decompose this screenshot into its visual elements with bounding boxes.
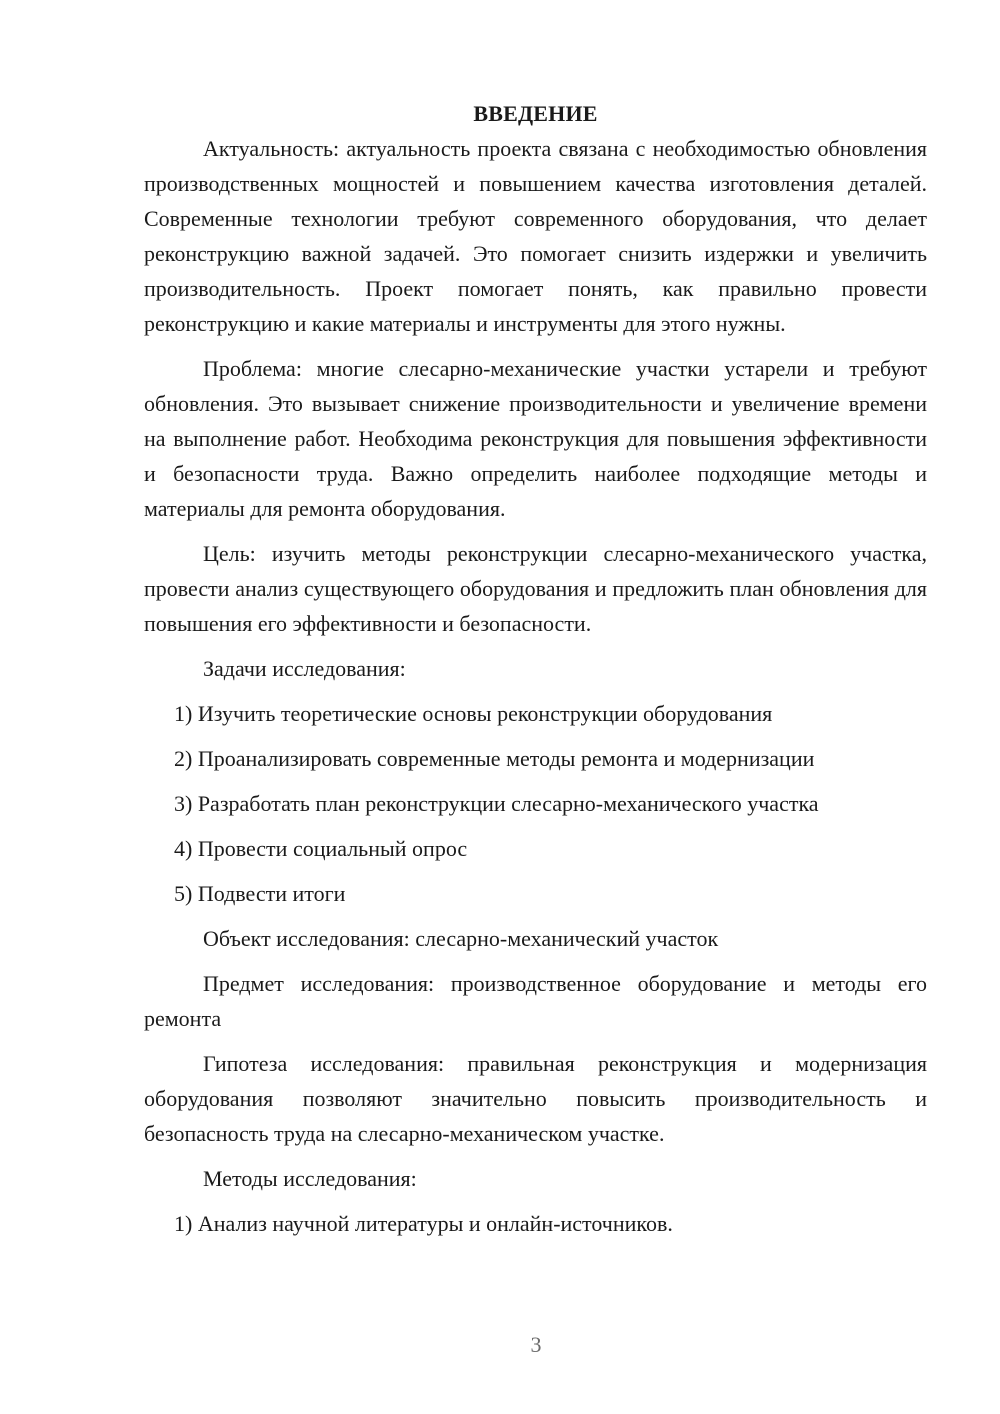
paragraph-relevance: Актуальность: актуальность проекта связана с необходимостью обновления производственных мощностей и повышением качества изготовления деталей. Современные технологии требуют современного оборудования, что делает реконструкцию важной задачей. Это помогает снизить издержки и увеличить производительность. Проект помогает понять, как правильно провести реконструкцию и какие материалы и инструменты для этого нужны.: [144, 136, 927, 336]
paragraph-tasks-intro: Задачи исследования:: [203, 656, 406, 681]
task-item-3: 3) Разработать план реконструкции слесарно-механического участка: [174, 791, 819, 816]
page-heading: ВВЕДЕНИЕ: [473, 101, 598, 126]
page-number: 3: [530, 1332, 542, 1357]
task-item-4: 4) Провести социальный опрос: [174, 836, 468, 861]
task-item-1: 1) Изучить теоретические основы реконструкции оборудования: [174, 701, 773, 726]
paragraph-problem: Проблема: многие слесарно-механические участки устарели и требуют обновления. Это вызывает снижение производительности и увеличение времени на выполнение работ. Необходима реконструкция для повышения эффективности и безопасности труда. Важно определить наиболее подходящие методы и материалы для ремонта оборудования.: [144, 356, 927, 521]
task-item-2: 2) Проанализировать современные методы ремонта и модернизации: [174, 746, 815, 771]
paragraph-object: Объект исследования: слесарно-механический участок: [203, 926, 719, 951]
page-content: [144, 96, 927, 1241]
task-item-5: 5) Подвести итоги: [174, 881, 346, 906]
method-item-1: 1) Анализ научной литературы и онлайн-источников.: [174, 1211, 673, 1236]
paragraph-methods-intro: Методы исследования:: [203, 1166, 417, 1191]
paragraph-subject: Предмет исследования: производственное оборудование и методы его ремонта: [144, 971, 927, 1031]
paragraph-hypothesis: Гипотеза исследования: правильная реконструкция и модернизация оборудования позволяют значительно повысить производительность и безопасность труда на слесарно-механическом участке.: [144, 1051, 927, 1146]
paragraph-goal: Цель: изучить методы реконструкции слесарно-механического участка, провести анализ существующего оборудования и предложить план обновления для повышения его эффективности и безопасности.: [144, 541, 927, 636]
